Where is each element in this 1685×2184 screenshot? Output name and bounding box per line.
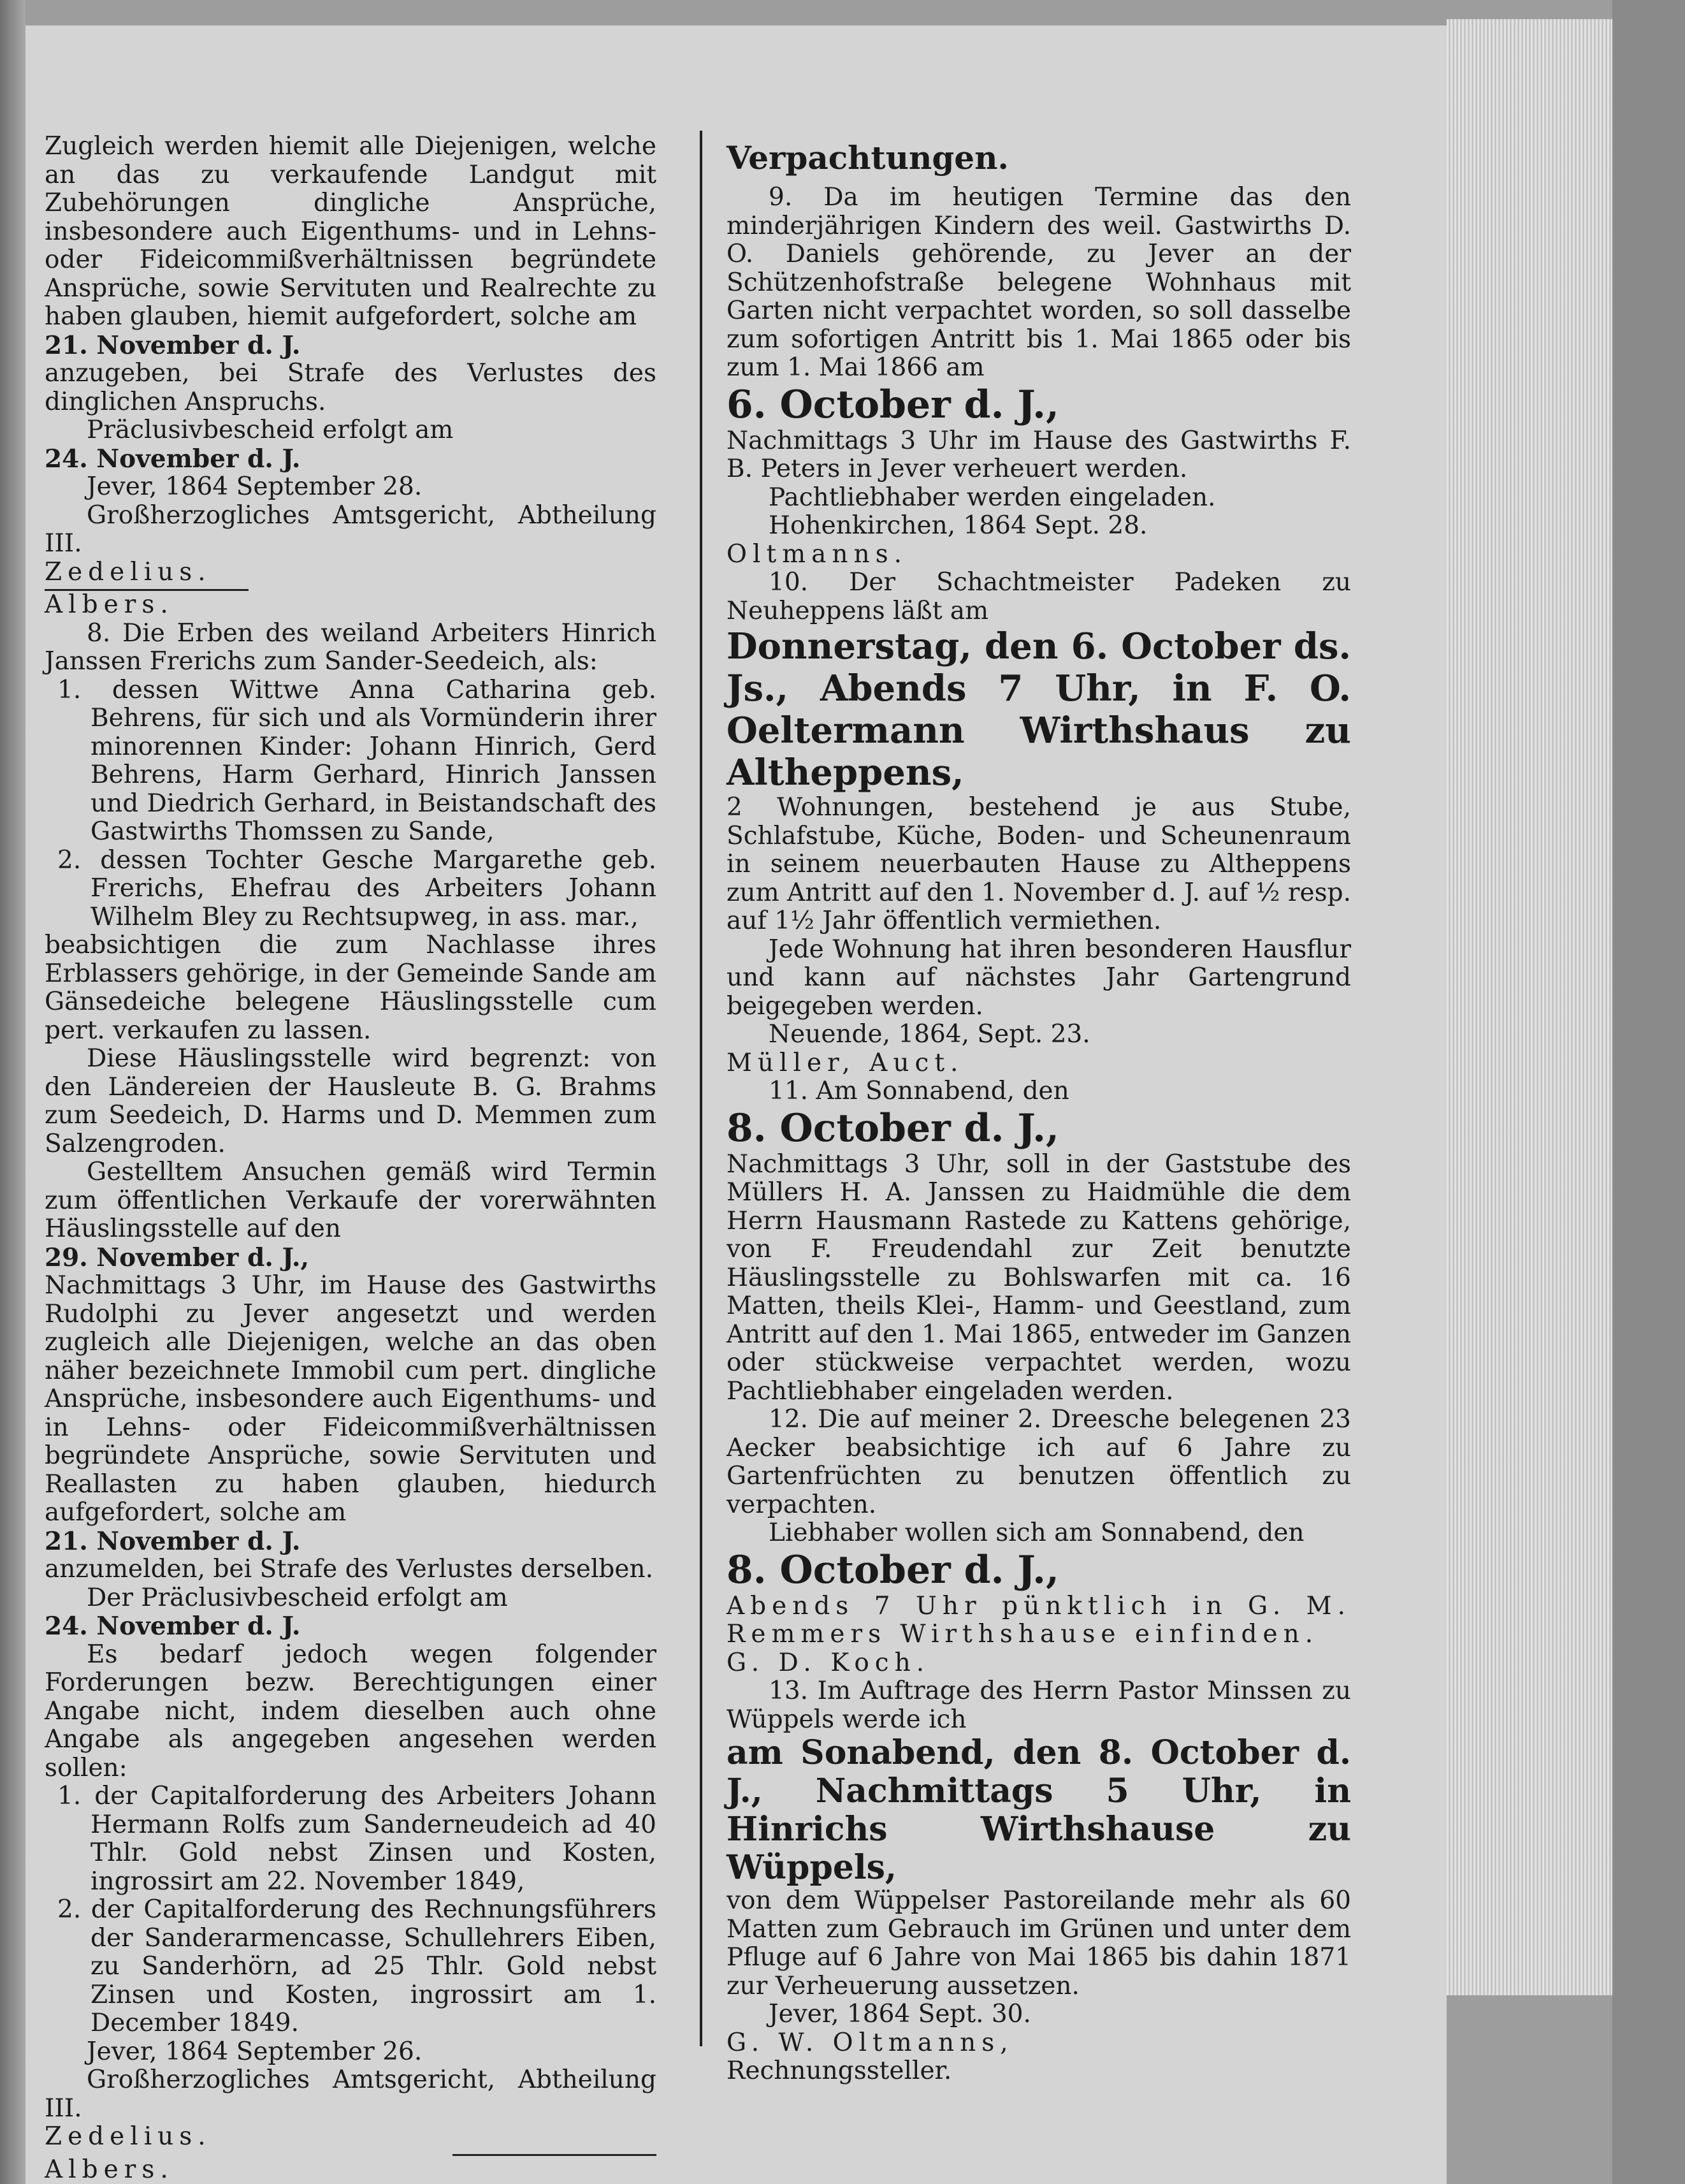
column-divider [700, 131, 702, 2046]
text-paragraph: 29. November d. J., [45, 1242, 310, 1272]
text-paragraph: Donnerstag, den 6. October ds. Js., Abends 7 Uhr, in F. O. Oeltermann Wirthshaus zu Altheppens, [727, 625, 1351, 794]
text-paragraph: Diese Häuslingsstelle wird begrenzt: von den Ländereien der Hausleute B. G. Brahms zum Seedeich, D. Harms und D. Memmen zum Salzengroden. [45, 1044, 656, 1158]
text-paragraph: 24. November d. J. [45, 1612, 301, 1641]
text-paragraph: 2. dessen Tochter Gesche Margarethe geb. Frerichs, Ehefrau des Arbeiters Johann Wilhelm Bley zu Rechtsupweg, in ass. mar., [57, 845, 656, 931]
text-paragraph: Gestelltem Ansuchen gemäß wird Termin zum öffentlichen Verkaufe der vorerwähnten Häuslingsstelle auf den [45, 1158, 656, 1243]
text-paragraph: Albers. [45, 590, 174, 619]
text-paragraph: von dem Wüppelser Pastoreilande mehr als 60 Matten zum Gebrauch im Grünen und unter dem Pfluge auf 6 Jahre von Mai 1865 bis dahin 1871 zur Verheuerung aussetzen. [727, 1886, 1351, 2000]
text-paragraph: anzugeben, bei Strafe des Verlustes des dinglichen Anspruchs. [45, 359, 656, 416]
text-paragraph: Nachmittags 3 Uhr, soll in der Gaststube des Müllers H. A. Janssen zu Haidmühle die dem Herrn Hausmann Rastede zu Kattens gehörige, von F. Freudendahl zur Zeit benutzte Häuslingsstelle zu Bohlswarfen mit ca. 16 Matten, theils Klei-, Hamm- und Geestland, zum Antritt auf den 1. Mai 1865, entweder im Ganzen oder stückweise verpachtet werden, wozu Pachtliebhaber eingeladen werden. [727, 1149, 1351, 1406]
text-paragraph: Zedelius. [45, 2122, 212, 2151]
text-paragraph: Pachtliebhaber werden eingeladen. [769, 483, 1216, 512]
text-paragraph: 2. der Capitalforderung des Rechnungsführers der Sanderarmencasse, Schullehrers Eiben, zu Sanderhörn, ad 25 Thlr. Gold nebst Zinsen und Kosten, ingrossirt am 1. December 1849. [57, 1895, 656, 2037]
text-paragraph: 9. Da im heutigen Termine das den minderjährigen Kindern des weil. Gastwirths D. O. Daniels gehörende, zu Jever an der Schützenhofstraße belegene Wohnhaus mit Garten nicht verpachtet worden, so soll dasselbe zum sofortigen Antritt bis 1. Mai 1865 oder bis zum 1. Mai 1866 am [727, 183, 1351, 382]
text-paragraph: 21. November d. J. [45, 330, 301, 360]
text-paragraph: Zugleich werden hiemit alle Diejenigen, welche an das zu verkaufende Landgut mit Zubehörungen dingliche Ansprüche, insbesondere auch Eigenthums- und in Lehns- oder Fideicommißverhältnissen begründete Ansprüche, sowie Servituten und Realrechte zu haben glauben, hiemit aufgefordert, solche am [45, 132, 656, 331]
text-paragraph: Nachmittags 3 Uhr im Hause des Gastwirths F. B. Peters in Jever verheuert werden. [727, 426, 1351, 483]
text-paragraph: am Sonabend, den 8. October d. J., Nachmittags 5 Uhr, in Hinrichs Wirthshause zu Wüppels, [727, 1733, 1351, 1887]
text-paragraph: Jever, 1864 Sept. 30. [769, 2000, 1031, 2028]
text-paragraph: Abends 7 Uhr pünktlich in G. M. Remmers Wirthshause einfinden. [727, 1591, 1351, 1649]
text-paragraph: 10. Der Schachtmeister Padeken zu Neuheppens läßt am [727, 568, 1351, 625]
text-paragraph: 24. November d. J. [45, 444, 301, 474]
page-edges [1447, 19, 1612, 1995]
text-paragraph: Der Präclusivbescheid erfolgt am [87, 1583, 508, 1612]
right-column [727, 133, 1351, 2086]
left-column [45, 133, 656, 2184]
text-paragraph: Albers. [45, 2155, 174, 2184]
text-paragraph: Oltmanns. [727, 539, 908, 569]
text-paragraph: 13. Im Auftrage des Herrn Pastor Minssen zu Wüppels werde ich [727, 1677, 1351, 1734]
text-paragraph: 12. Die auf meiner 2. Dreesche belegenen 23 Aecker beabsichtige ich auf 6 Jahre zu Gartenfrüchten zu benutzen öffentlich zu verpachten. [727, 1405, 1351, 1519]
text-paragraph: Jever, 1864 September 28. [87, 472, 423, 501]
book-edge-shadow [1612, 0, 1685, 2184]
text-paragraph: 2 Wohnungen, bestehend je aus Stube, Schlafstube, Küche, Boden- und Scheunenraum in seinem neuerbauten Hause zu Altheppens zum Antritt auf den 1. November d. J. auf ½ resp. auf 1½ Jahr öffentlich vermiethen. [727, 793, 1351, 935]
text-paragraph: Es bedarf jedoch wegen folgender Forderungen bezw. Berechtigungen einer Angabe nicht, indem dieselben auch ohne Angabe als angegeben angesehen werden sollen: [45, 1640, 656, 1782]
text-paragraph: Großherzogliches Amtsgericht, Abtheilung III. [45, 2065, 656, 2123]
text-paragraph: G. W. Oltmanns, [727, 2028, 1014, 2057]
text-paragraph: Hohenkirchen, 1864 Sept. 28. [769, 511, 1148, 540]
text-paragraph: Zedelius. [45, 557, 212, 586]
text-paragraph: Jever, 1864 September 26. [87, 2037, 423, 2066]
text-paragraph: G. D. Koch. [727, 1648, 930, 1677]
text-paragraph: 6. October d. J., [727, 382, 1059, 427]
text-paragraph: 11. Am Sonnabend, den [769, 1077, 1069, 1105]
text-paragraph: Jede Wohnung hat ihren besonderen Hausflur und kann auf nächstes Jahr Gartengrund beigegeben werden. [727, 935, 1351, 1021]
text-paragraph: anzumelden, bei Strafe des Verlustes derselben. [45, 1555, 653, 1583]
text-paragraph: Liebhaber wollen sich am Sonnabend, den [769, 1518, 1305, 1547]
text-paragraph: 8. Die Erben des weiland Arbeiters Hinrich Janssen Frerichs zum Sander-Seedeich, als: [45, 618, 656, 676]
text-paragraph: Neuende, 1864, Sept. 23. [769, 1020, 1090, 1049]
text-paragraph: Nachmittags 3 Uhr, im Hause des Gastwirths Rudolphi zu Jever angesetzt und werden zugleich alle Diejenigen, welche an das oben näher bezeichnete Immobil cum pert. dingliche Ansprüche, insbesondere auch Eigenthums- und in Lehns- oder Fideicommißverhältnissen begründete Ansprüche, sowie Servituten und Reallasten zu haben glauben, hiedurch aufgefordert, solche am [45, 1271, 656, 1527]
text-paragraph: 1. der Capitalforderung des Arbeiters Johann Hermann Rolfs zum Sanderneudeich ad 40 Thlr. Gold nebst Zinsen und Kosten, ingrossirt am 22. November 1849, [57, 1782, 656, 1896]
text-paragraph: 1. dessen Wittwe Anna Catharina geb. Behrens, für sich und als Vormünderin ihrer minorennen Kinder: Johann Hinrich, Gerd Behrens, Harm Gerhard, Hinrich Janssen und Diedrich Gerhard, in Beistandschaft des Gastwirths Thomssen zu Sande, [57, 675, 656, 846]
text-paragraph: 21. November d. J. [45, 1526, 301, 1556]
text-paragraph: Präclusivbescheid erfolgt am [87, 416, 454, 444]
text-paragraph: Verpachtungen. [727, 139, 1009, 177]
text-paragraph: Rechnungssteller. [727, 2057, 952, 2085]
text-paragraph: Müller, Auct. [727, 1048, 964, 1077]
text-paragraph: beabsichtigen die zum Nachlasse ihres Erblassers gehörige, in der Gemeinde Sande am Gänsedeiche belegene Häuslingsstelle cum pert. verkaufen zu lassen. [45, 931, 656, 1045]
text-paragraph: 8. October d. J., [727, 1105, 1059, 1151]
text-paragraph: 8. October d. J., [727, 1547, 1059, 1592]
book-gutter [0, 0, 25, 2184]
text-paragraph: Großherzogliches Amtsgericht, Abtheilung III. [45, 500, 656, 558]
